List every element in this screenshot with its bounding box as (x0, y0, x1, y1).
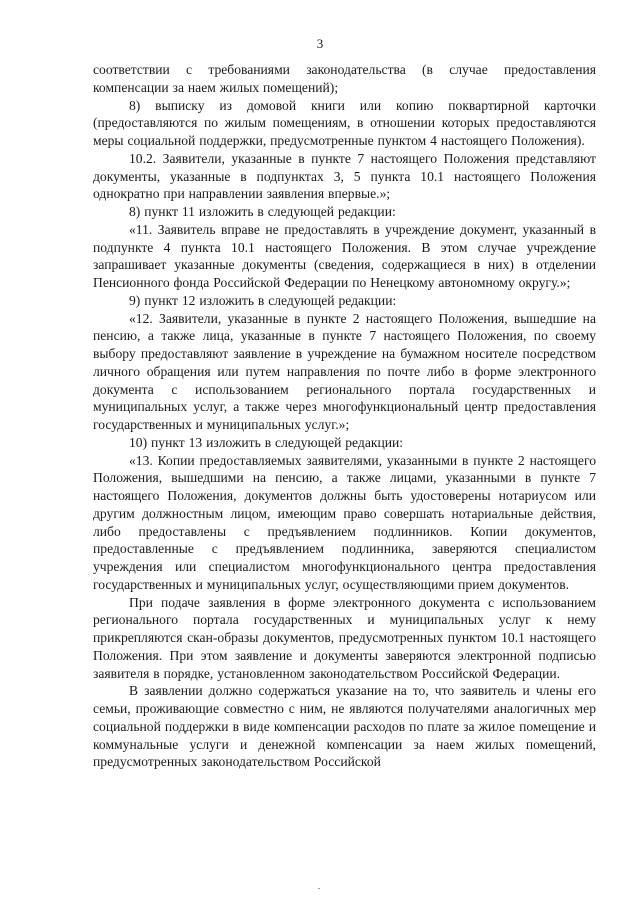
paragraph: соответствии с требованиями законодательства (в случае предоставления компенсации за наем жилых помещений); (93, 62, 596, 95)
paragraph: «13. Копии предоставляемых заявителями, указанными в пункте 2 настоящего Положения, вышедшими на пенсию, а также лицами, указанными в пункте 7 настоящего Положения, документов должны быть удостоверены нотариусом или другим должностным лицом, имеющим право совершать нотариальные действия, либо предоставлены с предъявлением подлинников. Копии документов, предоставленные с предъявлением подлинника, заверяются специалистом учреждения или специалистом многофункционального центра предоставления государственных и муниципальных услуг, осуществляющими прием документов. (93, 452, 596, 592)
paragraph: В заявлении должно содержаться указание на то, что заявитель и члены его семьи, проживающие совместно с ним, не являются получателями аналогичных мер социальной поддержки в виде компенсации расходов по плате за жилое помещение и коммунальные услуги и денежной компенсации за наем жилых помещений, предусмотренных законодательством Российской (93, 683, 596, 770)
paragraph: При подаче заявления в форме электронного документа с использованием регионального портала государственных и муниципальных услуг к нему прикрепляются скан-образы документов, предусмотренных пунктом 10.1 настоящего Положения. При этом заявление и документы заверяются электронной подписью заявителя в порядке, установленном законодательством Российской Федерации. (93, 594, 596, 681)
paragraph: 8) пункт 11 изложить в следующей редакции: (129, 204, 396, 219)
paragraph: 8) выписку из домовой книги или копию поквартирной карточки (предоставляются по жилым помещениям, в отношении которых предоставляются меры социальной поддержки, предусмотренные пунктом 4 настоящего Положения). (93, 97, 596, 148)
document-body (93, 61, 596, 771)
paragraph: 10) пункт 13 изложить в следующей редакции: (129, 434, 404, 450)
paragraph: «12. Заявители, указанные в пункте 2 настоящего Положения, вышедшие на пенсию, а также лица, указанные в пункте 7 настоящего Положения, по своему выбору предоставляют заявление в учреждение на бумажном носителе посредством личного обращения или путем направления по почте либо в форме электронного документа с использованием регионального портала государственных и муниципальных услуг, а также через многофункциональный центр предоставления государственных и муниципальных услуг.»; (93, 310, 596, 432)
scan-speck (318, 888, 320, 889)
paragraph: 10.2. Заявители, указанные в пункте 7 настоящего Положения представляют документы, указанные в подпунктах 3, 5 пункта 10.1 настоящего Положения однократно при направлении заявления впервые.»; (93, 150, 596, 202)
paragraph: «11. Заявитель вправе не предоставлять в учреждение документ, указанный в подпункте 4 пункта 10.1 настоящего Положения. В этом случае учреждение запрашивает указанные документы (сведения, содержащиеся в них) в отделении Пенсионного фонда Российской Федерации по Ненецкому автономному округу.»; (93, 221, 596, 290)
page-number: 3 (316, 36, 324, 51)
paragraph: 9) пункт 12 изложить в следующей редакции: (129, 292, 397, 308)
